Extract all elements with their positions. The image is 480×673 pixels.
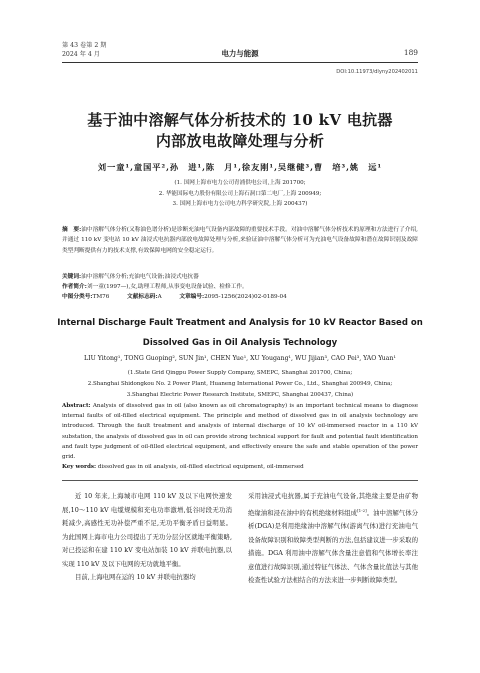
author-info-text: 刘一童(1997—),女,助理工程师,从事变电设备试验、检修工作。 [86,284,248,290]
keywords-english [62,462,418,472]
title-english [0,313,480,353]
doc-code: A [157,294,162,300]
header-rule [62,62,418,63]
affiliation-cn-2: 2. 华能国际电力股份有限公司上海石洞口第二电厂,上海 200949; [158,190,322,197]
clc-code: TM76 [92,294,110,300]
keywords-cn-label: 关键词: [62,274,82,280]
section-divider [62,480,418,481]
body-text: 。油中溶解气体分析(DGA)是利用绝缘油中溶解气体(游离气体)进行充油电气设备故障识别和故障类型判断的方法,包括建议进一步采取的措施。DGA 利用油中溶解气体含量注意值和气体增长率注意值进行故障识别,通过特征气体法、气体含量比值法与其他检查性试验方法相结合的方法来进一步判断故障类型。 [248,508,419,585]
keywords-cn-text: 油中溶解气体分析;充油电气设备;油浸式电抗器 [81,274,199,280]
keywords-chinese [62,272,418,282]
title-chinese [0,110,480,152]
affiliation-en-3: 3.Shanghai Electric Power Research Institute, SMEPC, Shanghai 200437, China) [126,391,354,398]
title-english-line2: Dissolved Gas in Oil Analysis Technology [142,338,338,348]
author-info [62,282,418,292]
affiliation-cn-3: 3. 国网上海市电力公司电力科学研究院,上海 200437) [172,201,308,207]
journal-volume: 第 43 卷第 2 期 [62,42,107,49]
abstract-cn-label: 摘 要: [62,227,82,233]
affiliation-en-2: 2.Shanghai Shidongkou No. 2 Power Plant, Huaneng International Power Co., Ltd., Shanghai 200949, China; [87,380,393,387]
page-number: 189 [403,48,418,57]
citation-ref: [1-2] [357,507,367,513]
title-chinese-line1: 基于油中溶解气体分析技术的 10 kV 电抗器 [87,111,393,129]
body-text: 采用油浸式电抗器,属于充油电气设备,其绝缘主要是由矿物绝缘油和浸在油中的有机绝缘材料组成 [248,492,418,517]
affiliation-en-1: (1.State Grid Qingpu Power Supply Company, SMEPC, Shanghai 201700, China; [127,370,353,376]
body-column-left [62,490,232,585]
body-column-right [248,490,418,588]
authors-english: LIU Yitong¹, TONG Guoping², SUN Jin¹, CHEN Yue¹, XU Yougang¹, WU Jijian³, CAO Pei³, YAO Yuan¹ [84,355,396,362]
body-paragraph: 近 10 年来,上海城市电网 110 kV 及以下电网快速发展,10～110 kV 电缆规模和充电功率激增,低谷时段无功消耗减少,高感性无功补偿严重不足,无功平衡矛盾日益明显。为此国网上海市电力公司提出了无功分层分区就地平衡策略,对已投运和在建 110 kV 变电站加装 10 kV 并联电抗器,以实现 110 kV 及以下电网的无功就地平衡。 [62,492,232,568]
keywords-en-label: Key words: [62,464,97,471]
abstract-chinese [62,225,418,256]
body-paragraph: 目前,上海电网在运的 10 kV 并联电抗器均 [75,573,196,581]
affiliations-chinese [0,178,480,210]
journal-name: 电力与能源 [221,49,259,58]
clc-label: 中图分类号: [62,294,93,300]
affiliations-english [0,368,480,400]
classification-line [62,292,418,302]
abstract-en-text: Analysis of dissolved gas in oil (also known as oil chromatography) is an important technical means to diagnose internal faults of oil-filled electrical equipment. The principle and method of dissolved gas in oil analysis technology are introduced. Through the fault treatment and analysis of internal discharge of 10 kV oil-immersed reactor in a 110 kV substation, the analysis of dissolved gas in oil can provide strong technical support for fault and potential fault identification and fault type judgment of oil-filled electrical equipment, and effectively ensure the safe and stable operation of the power grid. [62,403,419,461]
journal-date: 2024 年 4 月 [62,50,100,58]
article-no: 2095-1256(2024)02-0189-04 [204,294,287,300]
abstract-cn-text: 油中溶解气体分析(又称油色谱分析)是诊断充油电气设备内部故障的重要技术手段。对油中溶解气体分析技术的原理和方法进行了介绍,并通过 110 kV 变电站 10 kV 油浸式电抗器内部放电故障处理与分析,来验证油中溶解气体分析可为充油电气设备故障和潜在故障识别及故障类型判断提供有力的技术支撑,有效保障电网的安全稳定运行。 [62,227,418,254]
abstract-en-label: Abstract: [62,403,91,409]
title-chinese-line2: 内部放电故障处理与分析 [155,132,325,150]
authors-chinese: 刘一童¹,童国平²,孙 进¹,陈 月¹,徐友刚¹,吴继健³,曹 培³,姚 远¹ [97,162,383,172]
title-english-line1: Internal Discharge Fault Treatment and Analysis for 10 kV Reactor Based on [57,318,423,328]
affiliation-cn-1: (1. 国网上海市电力公司青浦供电公司,上海 201700; [174,180,306,186]
doi: DOI:10.11973/dlyny202402011 [336,69,418,75]
author-info-label: 作者简介: [62,284,87,290]
article-no-label: 文章编号: [179,294,205,300]
doc-code-label: 文献标志码: [127,294,158,300]
keywords-en-text: dissolved gas in oil analysis, oil-filled electrical equipment, oil-immersed [97,464,304,471]
abstract-english [62,401,418,472]
body-paragraph [248,490,418,588]
